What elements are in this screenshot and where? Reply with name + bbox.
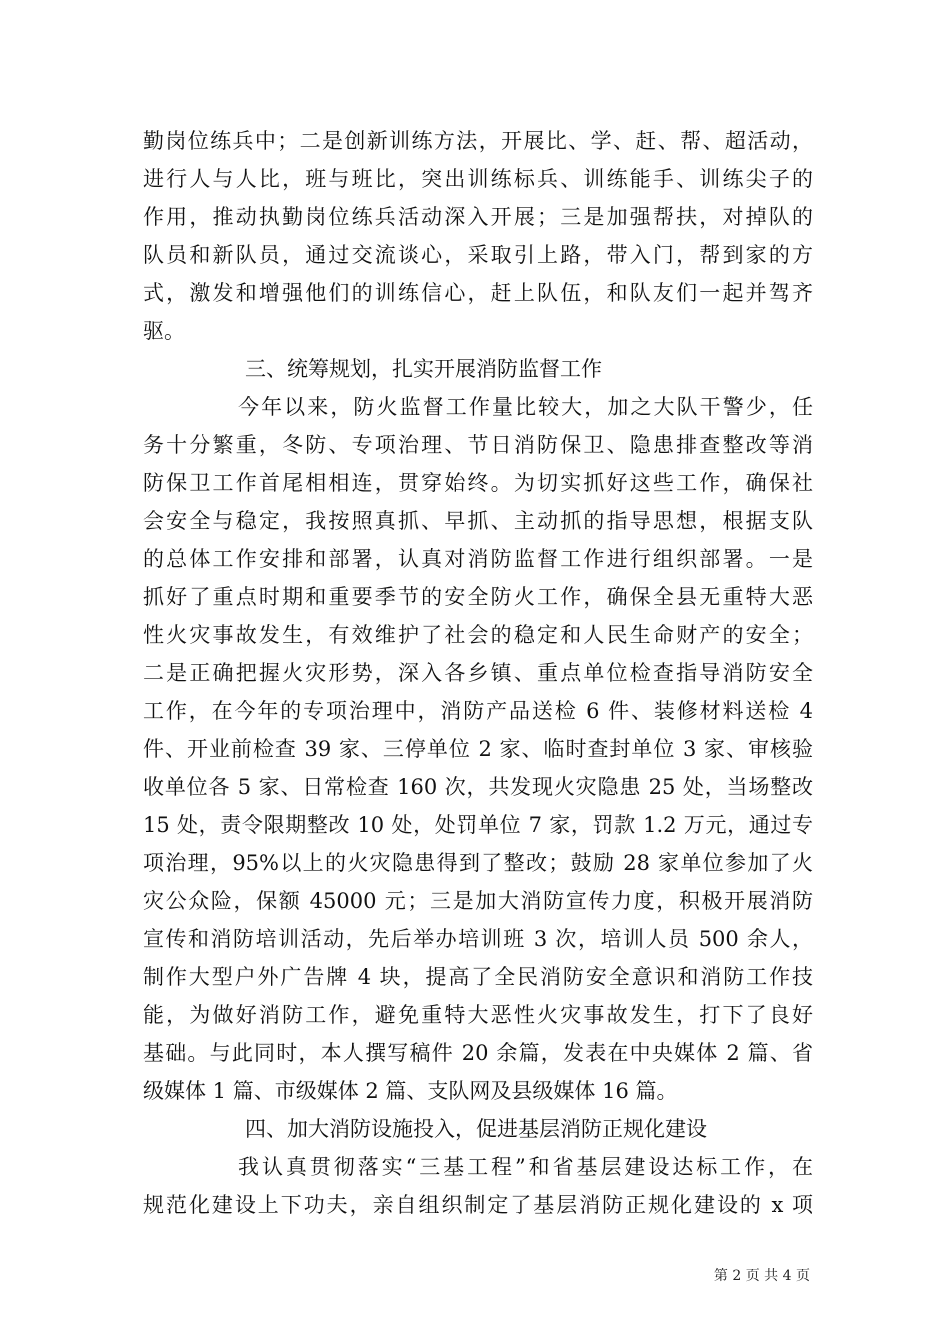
body-text-line: 勤岗位练兵中；二是创新训练方法，开展比、学、赶、帮、超活动， bbox=[143, 129, 813, 153]
section-heading: 四、加大消防设施投入，促进基层消防正规化建设 bbox=[245, 1117, 707, 1141]
body-text-line: 队员和新队员，通过交流谈心，采取引上路，带入门，帮到家的方 bbox=[143, 243, 813, 267]
body-text-line: 作用，推动执勤岗位练兵活动深入开展；三是加强帮扶，对掉队的 bbox=[143, 205, 813, 229]
body-text-line: 驱。 bbox=[143, 319, 185, 343]
body-text-line: 制作大型户外广告牌 4 块，提高了全民消防安全意识和消防工作技 bbox=[143, 965, 813, 989]
body-text-line: 进行人与人比，班与班比，突出训练标兵、训练能手、训练尖子的 bbox=[143, 167, 813, 191]
body-text-line: 基础。与此同时，本人撰写稿件 20 余篇，发表在中央媒体 2 篇、省 bbox=[143, 1041, 813, 1065]
body-text-line: 会安全与稳定，我按照真抓、早抓、主动抓的指导思想，根据支队 bbox=[143, 509, 813, 533]
section-heading: 三、统筹规划，扎实开展消防监督工作 bbox=[245, 357, 602, 381]
body-text-line: 项治理，95%以上的火灾隐患得到了整改；鼓励 28 家单位参加了火 bbox=[143, 851, 813, 875]
body-text-line: 二是正确把握火灾形势，深入各乡镇、重点单位检查指导消防安全 bbox=[143, 661, 813, 685]
body-text-line: 灾公众险，保额 45000 元；三是加大消防宣传力度，积极开展消防 bbox=[143, 889, 813, 913]
body-text-line: 式，激发和增强他们的训练信心，赶上队伍，和队友们一起并驾齐 bbox=[143, 281, 813, 305]
page-number-footer: 第 2 页 共 4 页 bbox=[713, 1268, 810, 1284]
body-text-line: 规范化建设上下功夫，亲自组织制定了基层消防正规化建设的 x 项 bbox=[143, 1193, 813, 1217]
body-text-line: 级媒体 1 篇、市级媒体 2 篇、支队网及县级媒体 16 篇。 bbox=[143, 1079, 678, 1103]
body-text-line: 件、开业前检查 39 家、三停单位 2 家、临时查封单位 3 家、审核验 bbox=[143, 737, 813, 761]
body-text-line: 15 处，责令限期整改 10 处，处罚单位 7 家，罚款 1.2 万元，通过专 bbox=[143, 813, 813, 837]
paragraph-first-line: 今年以来，防火监督工作量比较大，加之大队干警少，任 bbox=[238, 395, 813, 419]
body-text-line: 抓好了重点时期和重要季节的安全防火工作，确保全县无重特大恶 bbox=[143, 585, 813, 609]
body-text-line: 性火灾事故发生，有效维护了社会的稳定和人民生命财产的安全； bbox=[143, 623, 813, 647]
body-text-line: 的总体工作安排和部署，认真对消防监督工作进行组织部署。一是 bbox=[143, 547, 813, 571]
body-text-line: 防保卫工作首尾相相连，贯穿始终。为切实抓好这些工作，确保社 bbox=[143, 471, 813, 495]
body-text-line: 工作，在今年的专项治理中，消防产品送检 6 件、装修材料送检 4 bbox=[143, 699, 813, 723]
body-text-line: 收单位各 5 家、日常检查 160 次，共发现火灾隐患 25 处，当场整改 bbox=[143, 775, 813, 799]
body-text-line: 宣传和消防培训活动，先后举办培训班 3 次，培训人员 500 余人， bbox=[143, 927, 813, 951]
body-text-line: 能，为做好消防工作，避免重特大恶性火灾事故发生，打下了良好 bbox=[143, 1003, 813, 1027]
body-text-line: 务十分繁重，冬防、专项治理、节日消防保卫、隐患排查整改等消 bbox=[143, 433, 813, 457]
paragraph-first-line: 我认真贯彻落实“三基工程”和省基层建设达标工作，在 bbox=[238, 1155, 813, 1179]
